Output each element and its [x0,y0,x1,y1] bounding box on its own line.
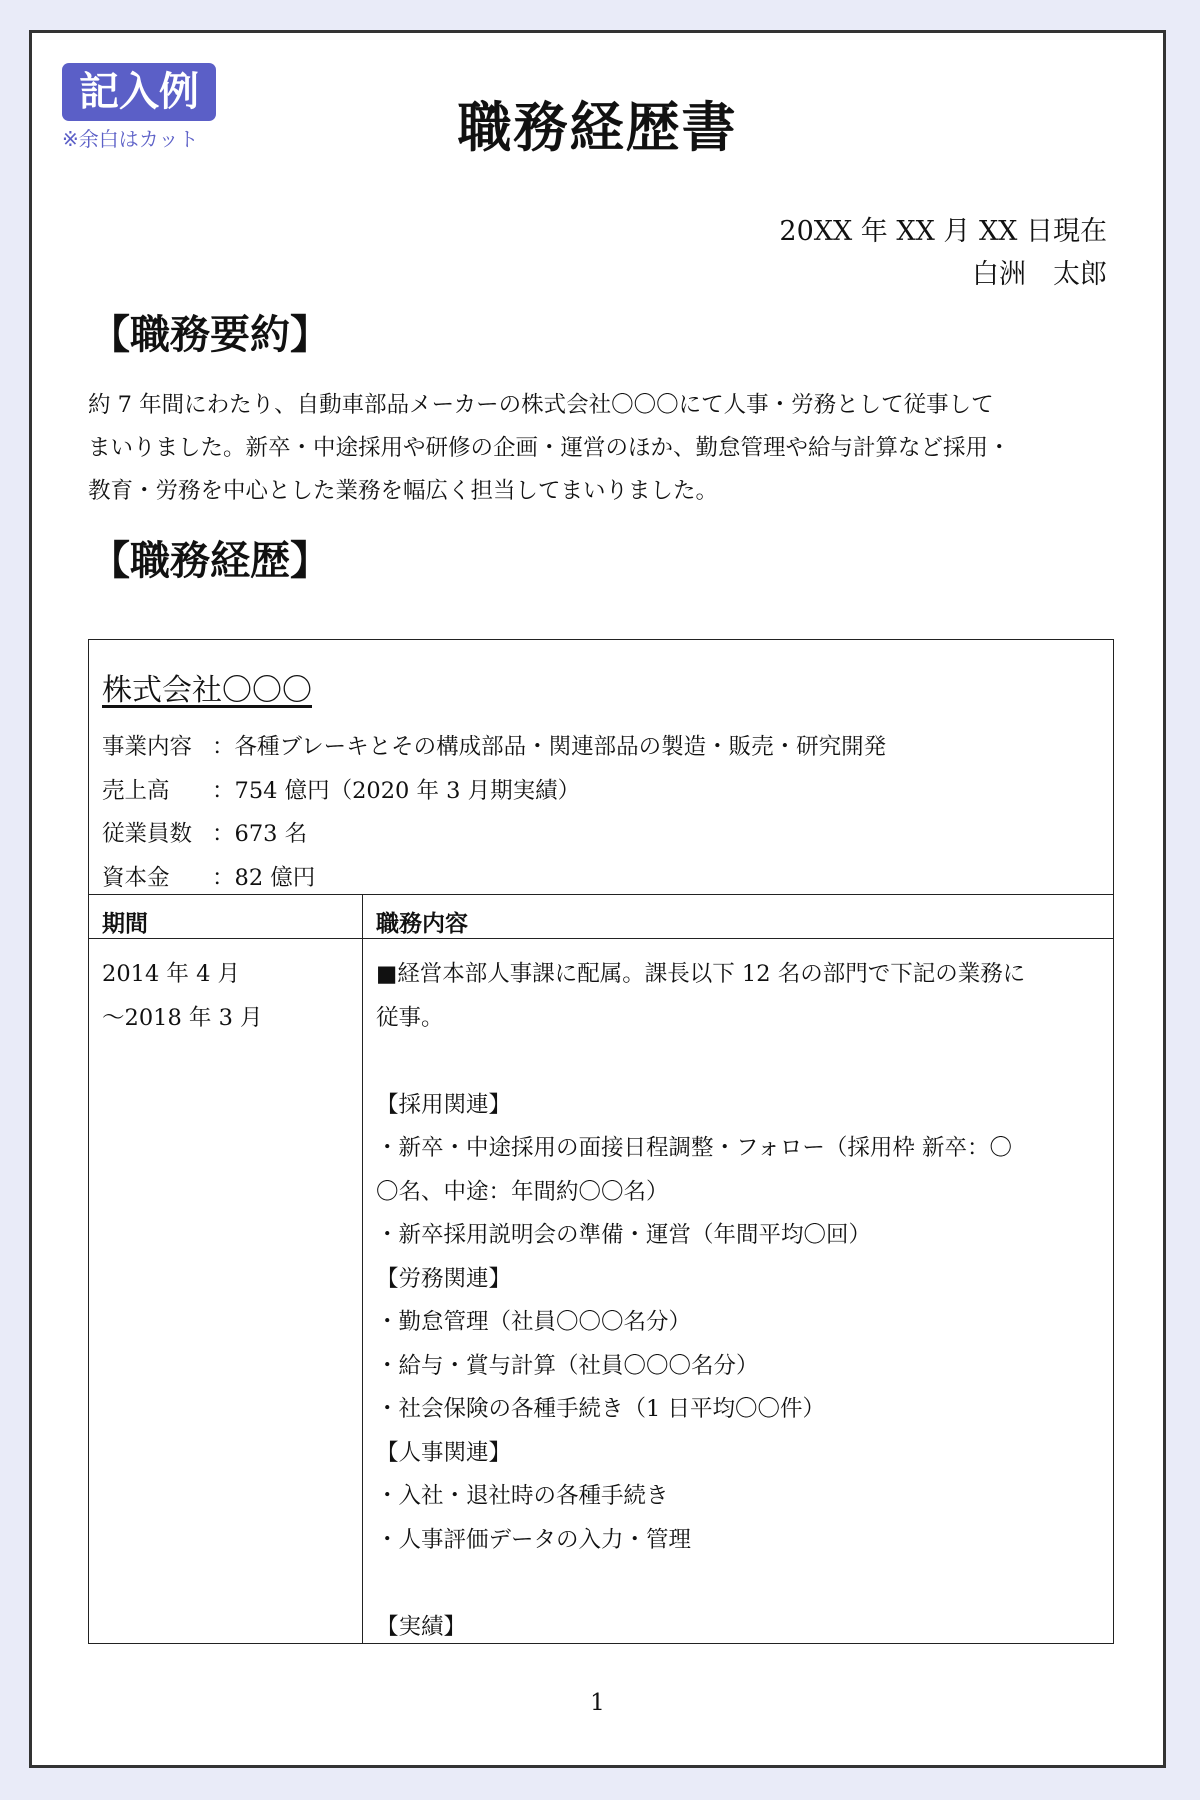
info-value: 754 億円（2020 年 3 月期実績） [234,777,581,804]
duty-line: ・入社・退社時の各種手続き [376,1483,669,1509]
page-number: 1 [590,1690,605,1716]
duty-line: ・新卒・中途採用の面接日程調整・フォロー（採用枠 新卒：〇 [376,1135,1013,1161]
duty-line: 【採用関連】 [376,1091,512,1118]
info-separator: ： [212,734,235,760]
document-date: 20XX 年 XX 月 XX 日現在 [779,216,1107,247]
info-key: 資本金 [102,864,170,891]
info-key: 事業内容 [102,734,193,760]
summary-line: 教育・労務を中心とした業務を幅広く担当してまいりました。 [88,478,719,504]
period-line: 2014 年 4 月 [102,961,241,987]
summary-line: まいりました。新卒・中途採用や研修の企画・運営のほか、勤怠管理や給与計算など採用・ [88,435,1011,461]
company-table [88,639,1114,1644]
company-info-row [102,726,886,770]
period-cell [102,953,263,1040]
duties-cell [376,953,1103,1649]
period-header: 期間 [102,911,148,937]
info-value: 各種ブレーキとその構成部品・関連部品の製造・販売・研究開発 [234,734,887,760]
duty-line: ・給与・賞与計算（社員〇〇〇名分） [376,1352,759,1379]
author-name: 白洲 太郎 [972,259,1107,290]
history-heading: 【職務経歴】 [90,537,330,584]
info-value: 82 億円 [234,864,316,891]
company-name: 株式会社〇〇〇 [102,673,312,708]
info-separator: ： [212,864,235,891]
company-info-row [102,813,886,857]
duty-line: 【労務関連】 [376,1265,512,1292]
info-separator: ： [212,821,235,847]
duty-line: 【実績】 [376,1613,467,1640]
info-value: 673 名 [234,821,308,847]
summary-heading: 【職務要約】 [90,311,330,358]
info-key: 売上高 [102,777,170,804]
table-divider [89,938,1113,939]
duty-line: 【人事関連】 [376,1439,512,1466]
duty-line: 〇名、中途：年間約〇〇名） [376,1178,669,1205]
duty-line [376,1562,1103,1606]
duty-line [376,1040,1103,1084]
margin-note: ※余白はカット [62,127,199,151]
duty-line: ■経営本部人事課に配属。課長以下 12 名の部門で下記の業務に [376,961,1026,987]
company-info-row [102,770,886,814]
duty-line: ・社会保険の各種手続き（1 日平均〇〇件） [376,1396,825,1422]
period-line: ～2018 年 3 月 [102,1004,263,1031]
duty-line: ・人事評価データの入力・管理 [376,1526,692,1553]
document-title: 職務経歴書 [457,95,738,159]
document-page [29,30,1166,1768]
info-key: 従業員数 [102,821,193,847]
column-divider [362,894,363,1643]
summary-text [88,384,1107,513]
info-separator: ： [212,777,235,804]
duty-line: ・勤怠管理（社員〇〇〇名分） [376,1309,692,1335]
table-divider [89,894,1113,895]
summary-line: 約 7 年間にわたり、自動車部品メーカーの株式会社〇〇〇にて人事・労務として従事して [88,392,994,418]
duty-line: ・新卒採用説明会の準備・運営（年間平均〇回） [376,1222,872,1248]
duty-line: 従事。 [376,1004,444,1031]
company-info [102,726,886,900]
content-header: 職務内容 [376,911,468,937]
example-badge: 記入例 [62,63,216,121]
